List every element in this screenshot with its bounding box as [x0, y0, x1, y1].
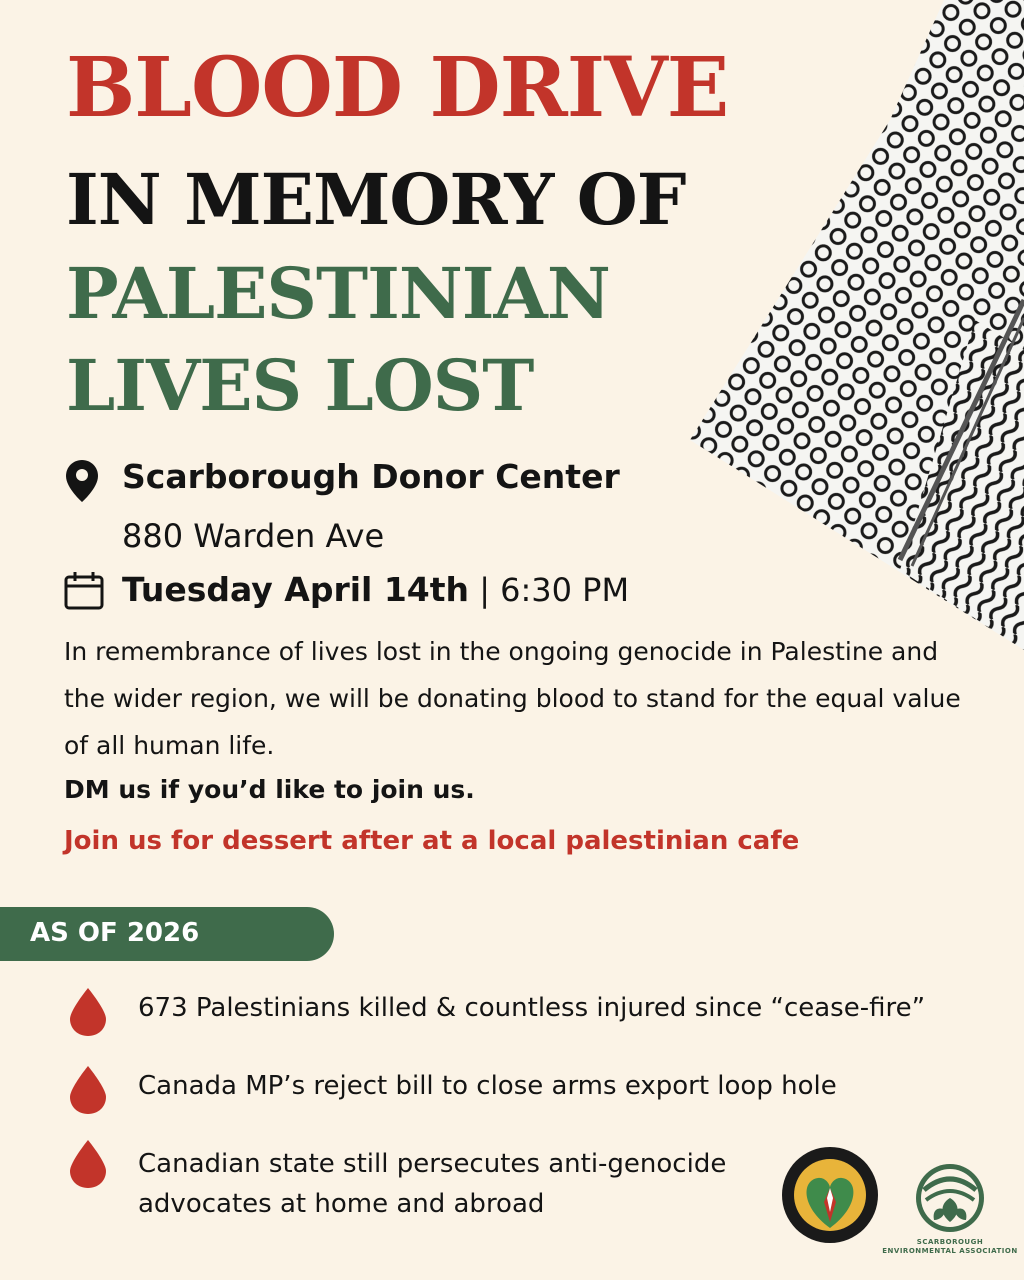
description-paragraph: In remembrance of lives lost in the ongoing genocide in Palestine and the wider region, we will be donating blood to stand for the equal value of all human life.: [64, 637, 961, 760]
map-pin-icon: [66, 460, 98, 502]
calendar-icon: [64, 572, 104, 610]
blood-drop-icon: [70, 1140, 106, 1188]
event-date: Tuesday April 14th: [122, 570, 470, 609]
fact-item-2: Canada MP’s reject bill to close arms export loop hole: [138, 1071, 837, 1101]
venue-name: Scarborough Donor Center: [122, 457, 620, 496]
scarborough-loves-palestine-logo: [780, 1140, 880, 1250]
as-of-label: AS OF 2026: [30, 918, 200, 948]
headline-in-memory-of: IN MEMORY OF: [66, 158, 686, 241]
date-time-separator: |: [469, 571, 501, 609]
headline-palestinian: PALESTINIAN: [66, 252, 610, 335]
event-time: 6:30 PM: [500, 571, 630, 609]
blood-drop-icon: [70, 1066, 106, 1114]
headline-blood-drive: BLOOD DRIVE: [66, 40, 729, 136]
environmental-association-name: SCARBOROUGH ENVIRONMENTAL ASSOCIATION: [882, 1238, 1018, 1255]
fact-item-1: 673 Palestinians killed & countless injured since “cease-fire”: [138, 993, 926, 1023]
event-date-time: [122, 570, 629, 609]
blood-drop-icon: [70, 988, 106, 1036]
venue-address: 880 Warden Ave: [122, 517, 385, 555]
fact-item-3: Canadian state still persecutes anti-genocide advocates at home and abroad: [138, 1149, 727, 1219]
dessert-invitation: Join us for dessert after at a local palestinian cafe: [64, 826, 800, 856]
dm-invitation: DM us if you’d like to join us.: [64, 775, 475, 804]
as-of-banner: [0, 907, 334, 961]
headline-lives-lost: LIVES LOST: [66, 344, 534, 427]
